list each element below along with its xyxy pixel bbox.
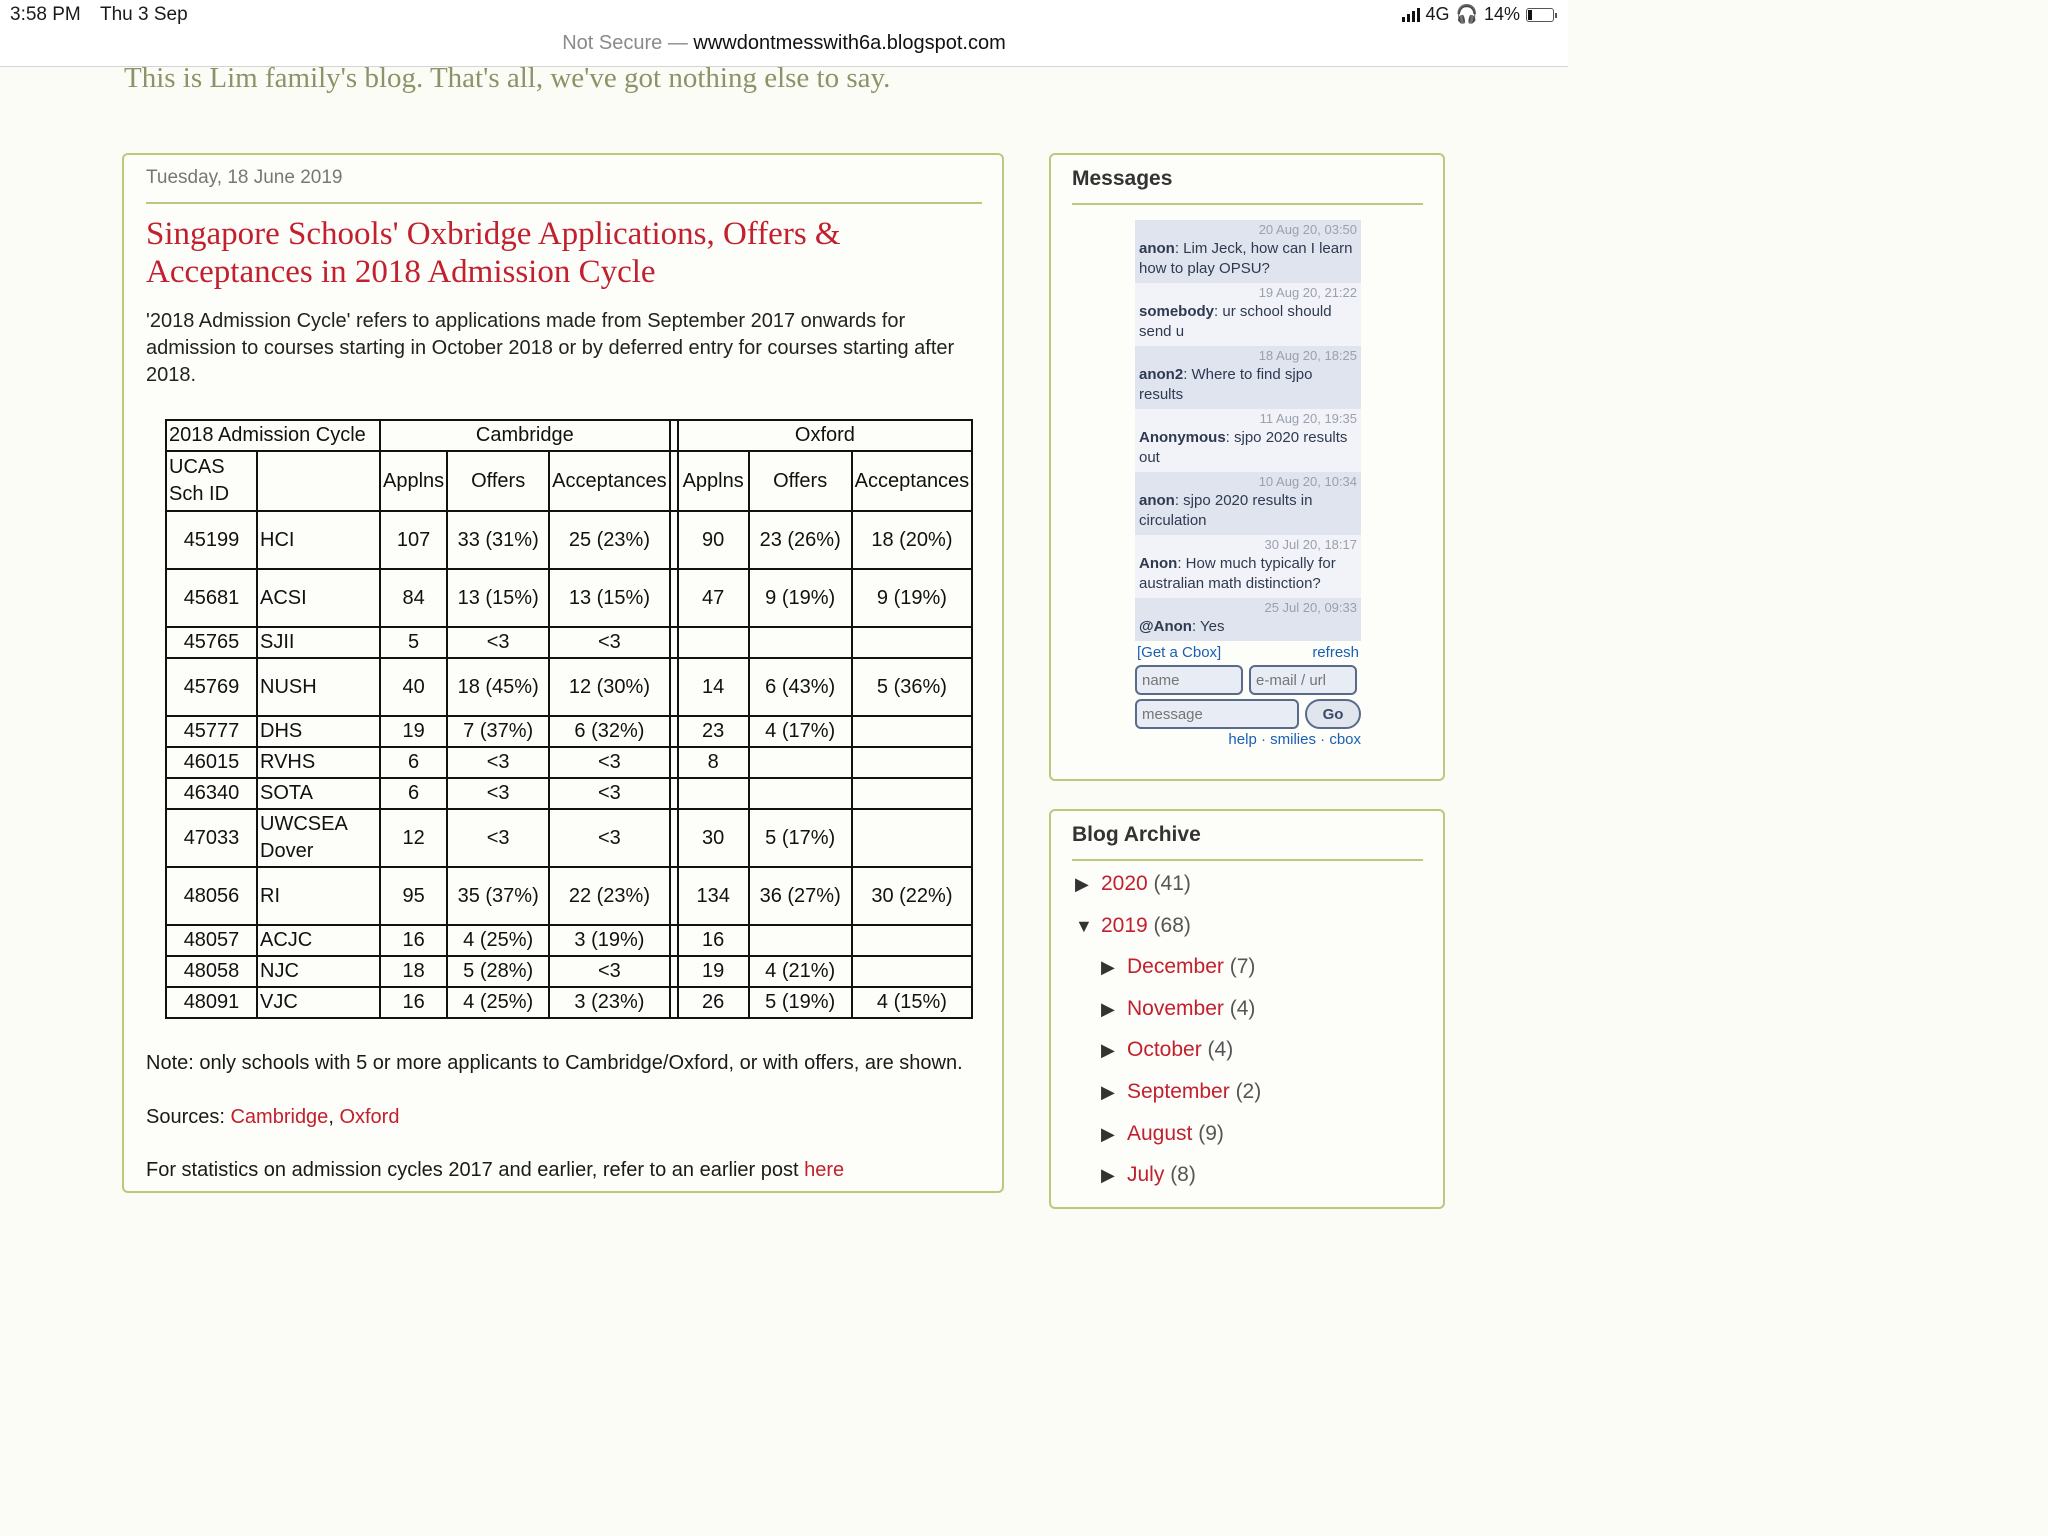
ox-applns-header: Applns (678, 451, 749, 511)
message-text: : sjpo 2020 results out (1139, 429, 1348, 466)
table-row (166, 956, 972, 987)
archive-list (1075, 869, 1261, 1202)
message-item (1135, 346, 1361, 409)
message-body (1139, 428, 1357, 468)
ox-accept-cell (852, 809, 973, 867)
ucas-id-cell: 47033 (166, 809, 257, 867)
table-spacer (670, 658, 678, 716)
ox-applns-cell: 16 (678, 925, 749, 956)
cbox-message-row (1135, 699, 1361, 729)
ox-applns-cell: 26 (678, 987, 749, 1018)
cam-offers-cell: 13 (15%) (447, 569, 549, 627)
status-indicators (1402, 4, 1554, 25)
ucas-id-cell: 48057 (166, 925, 257, 956)
post-more (146, 1159, 844, 1182)
school-cell: SOTA (257, 778, 380, 809)
message-time: 30 Jul 20, 18:17 (1264, 537, 1357, 552)
cam-accept-cell: 22 (23%) (549, 867, 670, 925)
cam-offers-cell: 4 (25%) (447, 987, 549, 1018)
archive-link[interactable]: October (1127, 1038, 1202, 1062)
message-text: : ur school should send u (1139, 303, 1332, 340)
cam-applns-cell: 19 (380, 716, 447, 747)
message-body (1139, 365, 1357, 405)
message-input[interactable] (1135, 699, 1299, 729)
archive-item[interactable] (1075, 952, 1261, 994)
archive-item[interactable] (1075, 994, 1261, 1036)
archive-count: (2) (1229, 1079, 1262, 1103)
battery-icon (1526, 8, 1554, 22)
message-body (1139, 302, 1357, 342)
school-cell: DHS (257, 716, 380, 747)
ox-accept-cell: 9 (19%) (852, 569, 973, 627)
archive-link[interactable]: July (1127, 1163, 1165, 1187)
ox-offers-cell: 9 (19%) (749, 569, 852, 627)
ox-offers-cell: 5 (17%) (749, 809, 852, 867)
message-list[interactable] (1135, 220, 1361, 641)
ucas-id-cell: 45681 (166, 569, 257, 627)
archive-count: (41) (1147, 872, 1191, 895)
ucas-id-cell: 48058 (166, 956, 257, 987)
ox-applns-cell: 47 (678, 569, 749, 627)
cam-applns-cell: 107 (380, 511, 447, 569)
message-item (1135, 283, 1361, 346)
ucas-id-cell: 45199 (166, 511, 257, 569)
cam-accept-cell: <3 (549, 809, 670, 867)
table-row (166, 925, 972, 956)
help-link[interactable]: help (1228, 731, 1257, 748)
message-text: : Where to find sjpo results (1139, 366, 1313, 403)
ox-applns-cell: 19 (678, 956, 749, 987)
school-cell: ACJC (257, 925, 380, 956)
message-item (1135, 598, 1361, 641)
cam-offers-cell: 4 (25%) (447, 925, 549, 956)
cam-offers-cell: 35 (37%) (447, 867, 549, 925)
ox-accept-header: Acceptances (852, 451, 973, 511)
message-author: anon2 (1139, 366, 1184, 383)
table-spacer (670, 778, 678, 809)
triangle-down-icon[interactable]: ▼ (1075, 915, 1093, 936)
cbox (1135, 220, 1361, 748)
message-time: 25 Jul 20, 09:33 (1264, 600, 1357, 615)
table-row (166, 569, 972, 627)
cam-offers-cell: 33 (31%) (447, 511, 549, 569)
cbox-id-row (1135, 665, 1361, 695)
message-time: 11 Aug 20, 19:35 (1259, 411, 1357, 426)
cbox-footer (1135, 731, 1361, 748)
triangle-right-icon[interactable]: ▶ (1101, 957, 1115, 978)
cam-offers-cell: 5 (28%) (447, 956, 549, 987)
archive-item[interactable] (1075, 1119, 1261, 1161)
triangle-right-icon[interactable]: ▶ (1101, 1081, 1115, 1102)
school-cell: RI (257, 867, 380, 925)
triangle-right-icon[interactable]: ▶ (1101, 1123, 1115, 1144)
triangle-right-icon[interactable]: ▶ (1101, 1040, 1115, 1061)
table-spacer (670, 747, 678, 778)
refresh-link[interactable]: refresh (1312, 644, 1359, 661)
cam-offers-cell: 18 (45%) (447, 658, 549, 716)
table-subheader-row (166, 451, 972, 511)
ucas-id-cell: 45765 (166, 627, 257, 658)
sources-label: Sources: (146, 1106, 231, 1128)
ox-applns-cell: 14 (678, 658, 749, 716)
archive-link[interactable]: November (1127, 996, 1224, 1020)
blog-description: This is Lim family's blog. That's all, we've got nothing else to say. (124, 62, 891, 94)
message-body (1139, 239, 1357, 279)
table-spacer (670, 569, 678, 627)
message-text: : How much typically for australian math distinction? (1139, 555, 1336, 592)
archive-item[interactable] (1075, 1077, 1261, 1119)
archive-count: (68) (1147, 913, 1191, 937)
archive-link[interactable]: 2019 (1101, 913, 1148, 937)
cam-applns-cell: 84 (380, 569, 447, 627)
cam-accept-cell: <3 (549, 778, 670, 809)
post-title[interactable]: Singapore Schools' Oxbridge Applications, Offers & Acceptances in 2018 Admission Cycle (146, 216, 841, 290)
ox-applns-cell: 134 (678, 867, 749, 925)
archive-item[interactable] (1075, 1035, 1261, 1077)
table-spacer (670, 956, 678, 987)
message-text: : Lim Jeck, how can I learn how to play OPSU? (1139, 240, 1353, 277)
message-body (1139, 554, 1357, 594)
archive-item[interactable] (1075, 869, 1261, 911)
admissions-table (165, 419, 973, 1019)
archive-title: Blog Archive (1072, 823, 1423, 861)
school-cell: UWCSEA Dover (257, 809, 380, 867)
messages-title: Messages (1072, 167, 1423, 205)
archive-item[interactable] (1075, 1160, 1261, 1202)
footer-separator: · (1256, 731, 1271, 748)
cam-offers-header: Offers (447, 451, 549, 511)
table-caption: 2018 Admission Cycle (166, 420, 380, 451)
school-cell: ACSI (257, 569, 380, 627)
ox-offers-cell: 23 (26%) (749, 511, 852, 569)
table-spacer (670, 420, 678, 451)
cam-applns-header: Applns (380, 451, 447, 511)
archive-count: (4) (1201, 1038, 1234, 1062)
message-body (1139, 491, 1357, 531)
cam-accept-cell: 12 (30%) (549, 658, 670, 716)
ox-offers-cell (749, 747, 852, 778)
cam-applns-cell: 16 (380, 987, 447, 1018)
cam-offers-cell: <3 (447, 778, 549, 809)
table-spacer (670, 925, 678, 956)
post-intro: '2018 Admission Cycle' refers to applications made from September 2017 onwards for admission to courses starting in October 2018 or by deferred entry for courses starting after 2018. (146, 310, 955, 386)
ox-applns-cell: 23 (678, 716, 749, 747)
school-cell: NUSH (257, 658, 380, 716)
cambridge-header: Cambridge (380, 420, 670, 451)
ox-applns-cell: 90 (678, 511, 749, 569)
cam-applns-cell: 16 (380, 925, 447, 956)
oxford-source-link[interactable]: Oxford (339, 1106, 400, 1128)
table-row (166, 627, 972, 658)
status-bar (0, 0, 1568, 30)
ox-accept-cell (852, 747, 973, 778)
table-row (166, 809, 972, 867)
table-spacer (670, 809, 678, 867)
ox-accept-cell: 5 (36%) (852, 658, 973, 716)
cam-applns-cell: 6 (380, 778, 447, 809)
footer-separator: · (1315, 731, 1330, 748)
table-spacer (670, 716, 678, 747)
message-author: @Anon (1139, 618, 1192, 635)
archive-count: (8) (1164, 1163, 1196, 1187)
ucas-id-cell: 45777 (166, 716, 257, 747)
cam-applns-cell: 12 (380, 809, 447, 867)
ox-offers-cell: 6 (43%) (749, 658, 852, 716)
status-date: Thu 3 Sep (100, 4, 188, 25)
message-author: somebody (1139, 303, 1215, 320)
message-time: 18 Aug 20, 18:25 (1258, 348, 1357, 363)
message-item (1135, 220, 1361, 283)
table-row (166, 747, 972, 778)
cam-applns-cell: 18 (380, 956, 447, 987)
school-cell: RVHS (257, 747, 380, 778)
smilies-link[interactable]: smilies (1270, 731, 1316, 748)
cam-accept-header: Acceptances (549, 451, 670, 511)
ox-applns-cell (678, 778, 749, 809)
cam-accept-cell: <3 (549, 627, 670, 658)
table-spacer (670, 511, 678, 569)
ox-applns-cell: 8 (678, 747, 749, 778)
email-url-input[interactable] (1249, 665, 1357, 695)
school-cell: SJII (257, 627, 380, 658)
message-author: Anonymous (1139, 429, 1226, 446)
archive-count: (9) (1192, 1121, 1224, 1145)
archive-link[interactable]: 2020 (1101, 872, 1148, 895)
post-sources (146, 1106, 399, 1129)
battery-percent: 14% (1483, 4, 1520, 24)
ox-offers-cell: 4 (17%) (749, 716, 852, 747)
oxford-header: Oxford (678, 420, 973, 451)
go-button[interactable]: Go (1305, 699, 1361, 729)
school-cell: NJC (257, 956, 380, 987)
message-time: 10 Aug 20, 10:34 (1258, 474, 1357, 489)
get-cbox-link[interactable]: [Get a Cbox] (1137, 644, 1222, 661)
blog-archive-widget (1049, 809, 1445, 1209)
table-row (166, 511, 972, 569)
cam-accept-cell: 13 (15%) (549, 569, 670, 627)
cam-applns-cell: 95 (380, 867, 447, 925)
archive-link[interactable]: December (1127, 955, 1224, 979)
post-note: Note: only schools with 5 or more applicants to Cambridge/Oxford, or with offers, are shown. (146, 1052, 963, 1074)
cam-applns-cell: 5 (380, 627, 447, 658)
ox-offers-cell (749, 925, 852, 956)
ox-offers-cell: 36 (27%) (749, 867, 852, 925)
cam-applns-cell: 40 (380, 658, 447, 716)
message-time: 20 Aug 20, 03:50 (1258, 222, 1357, 237)
message-author: anon (1139, 240, 1175, 257)
admissions-table-body (166, 420, 972, 1018)
cam-accept-cell: 25 (23%) (549, 511, 670, 569)
ucas-id-cell: 46015 (166, 747, 257, 778)
ox-offers-cell: 5 (19%) (749, 987, 852, 1018)
archive-count: (7) (1223, 955, 1256, 979)
ucas-id-cell: 48091 (166, 987, 257, 1018)
ox-accept-cell (852, 925, 973, 956)
cam-accept-cell: 3 (23%) (549, 987, 670, 1018)
not-secure-label: Not Secure — (562, 32, 688, 54)
ox-accept-cell: 18 (20%) (852, 511, 973, 569)
message-body (1139, 617, 1357, 637)
cam-offers-cell: <3 (447, 627, 549, 658)
network-type: 4G (1425, 4, 1450, 24)
cam-accept-cell: <3 (549, 747, 670, 778)
cam-offers-cell: <3 (447, 747, 549, 778)
archive-count: (4) (1223, 996, 1256, 1020)
ox-accept-cell: 30 (22%) (852, 867, 973, 925)
message-text: : sjpo 2020 results in circulation (1139, 492, 1313, 529)
ox-accept-cell: 4 (15%) (852, 987, 973, 1018)
more-text: For statistics on admission cycles 2017 and earlier, refer to an earlier post (146, 1159, 805, 1181)
ucas-id-cell: 45769 (166, 658, 257, 716)
triangle-right-icon[interactable]: ▶ (1101, 1165, 1115, 1186)
message-author: anon (1139, 492, 1175, 509)
cam-accept-cell: <3 (549, 956, 670, 987)
post-date: Tuesday, 18 June 2019 (146, 167, 982, 204)
earlier-post-link[interactable]: here (804, 1159, 845, 1181)
ox-accept-cell (852, 716, 973, 747)
table-row (166, 658, 972, 716)
ucas-id-cell: 48056 (166, 867, 257, 925)
ox-accept-cell (852, 627, 973, 658)
url-host: wwwdontmesswith6a.blogspot.com (693, 32, 1006, 54)
ox-applns-cell: 30 (678, 809, 749, 867)
message-item (1135, 409, 1361, 472)
sources-separator: , (328, 1106, 340, 1128)
cam-offers-cell: 7 (37%) (447, 716, 549, 747)
message-item (1135, 535, 1361, 598)
archive-link[interactable]: August (1127, 1121, 1193, 1145)
message-item (1135, 472, 1361, 535)
post-container (122, 153, 1004, 1193)
cam-accept-cell: 6 (32%) (549, 716, 670, 747)
message-time: 19 Aug 20, 21:22 (1258, 285, 1357, 300)
ox-accept-cell (852, 956, 973, 987)
table-row (166, 867, 972, 925)
messages-widget (1049, 153, 1445, 781)
table-header-row (166, 420, 972, 451)
message-text: : Yes (1191, 618, 1225, 635)
cbox-link[interactable]: cbox (1329, 731, 1361, 748)
ox-offers-cell (749, 627, 852, 658)
table-row (166, 778, 972, 809)
table-spacer (670, 867, 678, 925)
school-cell: VJC (257, 987, 380, 1018)
archive-item[interactable] (1075, 911, 1261, 953)
table-row (166, 716, 972, 747)
cam-offers-cell: <3 (447, 809, 549, 867)
ucas-id-header: UCAS Sch ID (166, 451, 257, 511)
ox-offers-header: Offers (749, 451, 852, 511)
ox-offers-cell (749, 778, 852, 809)
cbox-links (1135, 644, 1361, 661)
archive-link[interactable]: September (1127, 1079, 1230, 1103)
school-cell: HCI (257, 511, 380, 569)
table-spacer (670, 987, 678, 1018)
table-spacer (670, 451, 678, 511)
headphones-icon: 🎧 (1455, 4, 1478, 24)
triangle-right-icon[interactable]: ▶ (1101, 998, 1115, 1019)
cam-accept-cell: 3 (19%) (549, 925, 670, 956)
cambridge-source-link[interactable]: Cambridge (230, 1106, 329, 1128)
school-header (257, 451, 380, 511)
signal-icon (1402, 8, 1420, 22)
cam-applns-cell: 6 (380, 747, 447, 778)
message-author: Anon (1139, 555, 1178, 572)
name-input[interactable] (1135, 665, 1243, 695)
ox-offers-cell: 4 (21%) (749, 956, 852, 987)
ox-applns-cell (678, 627, 749, 658)
table-spacer (670, 627, 678, 658)
status-time: 3:58 PM (10, 4, 81, 25)
ucas-id-cell: 46340 (166, 778, 257, 809)
ox-accept-cell (852, 778, 973, 809)
triangle-right-icon[interactable]: ▶ (1075, 874, 1089, 894)
table-row (166, 987, 972, 1018)
